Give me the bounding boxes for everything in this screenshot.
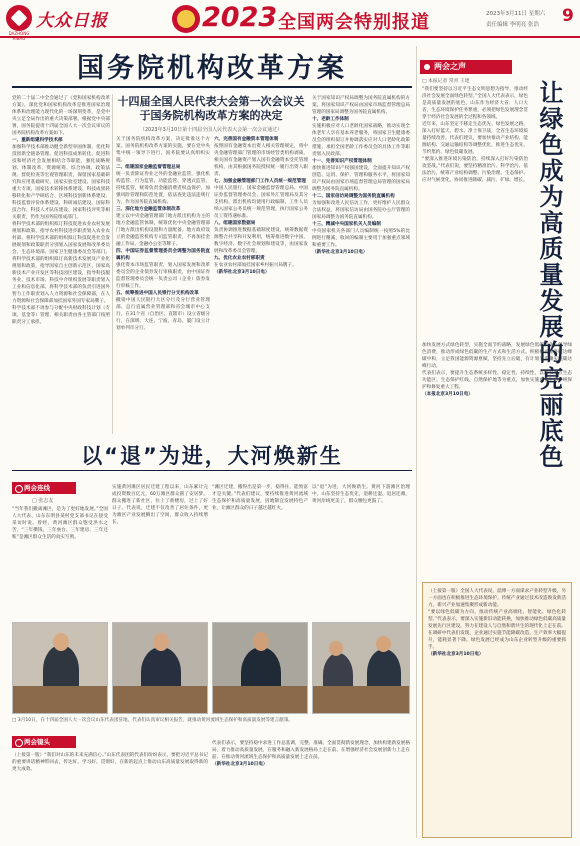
- editor-line: 责任编辑 李明亮 张浩: [486, 22, 539, 28]
- section-heading: 八、组建国家数据局: [214, 221, 256, 226]
- section-heading: 十、老龄工作体制: [312, 117, 349, 122]
- paragraph: “滩区迁建，搬得出是第一步，稳得住、能致富才是关键。”代表们建议，要持续推进黄河流域生态保护和高质量发展，因地制宜发展特色产业，让滩区群众的日子越过越红火。: [212, 485, 308, 511]
- feature-text-lower: [422, 342, 572, 578]
- paragraph: 以“退”为进，大河焕新生。黄河下游滩区治理中，山东坚持生态优先，退耕还湿、退居还滩，黄河岸线更美了，群众腰包更鼓了。: [312, 485, 410, 504]
- paragraph: “我们要坚持以习近平生态文明思想为指导，推动经济社会发展全面绿色转型。”全国人大代表表示，绿色是高质量发展的底色，山东作为经济大省、人口大省，生态环境保护任务繁重，必须把绿色发展理念贯穿于经济社会发展的全过程和各领域。: [422, 87, 528, 120]
- paragraph: 在农业农村部加挂国家乡村振兴局牌子。: [214, 263, 297, 268]
- feature-text-upper: [422, 86, 528, 336]
- dateline: （新华社北京3月10日电）: [312, 250, 368, 255]
- paragraph: 将科学技术部的组织拟订科技促进农业农村发展规划和政策、指导农村科技进步职责划入农业农村部。将科学技术部的组织拟订科技促进社会发展规划和政策职责分别划入国家发展和改革委员会、生态环境部、国家卫生健康委员会等部门。将科学技术部的组织拟订高新技术发展及产业化规划和政策，指导国家自主创新示范区、国家高新技术产业开发区等科技园区建设，指导科技服务业、技术市场、科技中介组织发展等职责划入工业和信息化部。将科学技术部的负责引进国外智力工作职责划入人力资源和社会保障部，在人力资源和社会保障部加挂国家外国专家局牌子。: [12, 222, 110, 304]
- special-title: 全国两会特别报道: [278, 12, 430, 33]
- paragraph: 建立以中央金融管理部门地方派出机构为主的地方金融监管体制，统筹优化中央金融管理部门地方派出机构设置和力量配备。地方政府设立的金融监管机构专司监管职责，不再加挂金融工作局、金融办公室等牌子。: [116, 214, 210, 247]
- news-photo-2: [112, 622, 208, 714]
- paragraph: 撤销中国人民银行大区分行及分行营业管理部、总行直属营业管理部和省会城市中心支行，在31个省（自治区、直辖市）设立省级分行，在深圳、大连、宁波、青岛、厦门设立计划单列市分行。: [116, 298, 210, 331]
- boxed-note: [422, 582, 572, 838]
- story3-col1: [12, 752, 208, 838]
- section-tag-connect: 两会连线: [12, 482, 76, 494]
- story2-col1: [12, 506, 108, 616]
- paragraph: （上接第一版）全国人大代表说，淄博一方面谋求产业转型升级，另一方面也在积极推进生态环境保护。传统产业通过技术改造焕发新活力，新兴产业加速集聚形成新动能。: [428, 589, 566, 608]
- paragraph: 负责协调推进数据基础制度建设，统筹数据资源整合共享和开发利用，统筹推进数字中国、数字经济、数字社会规划和建设等，由国家发展和改革委员会管理。: [214, 228, 308, 254]
- paragraph: 强化资本市场监管职责，划入国家发展和改革委员会的企业债券发行审核职责，由中国证券监督管理委员会统一负责公司（企业）债券发行审核工作。: [116, 263, 210, 289]
- paragraph: 关于国务院机构改革方案，决定批准这个方案。国务院机构改革方案的实施，要在党中央集中统一领导下进行，国务院要认真组织实施。: [116, 137, 210, 163]
- photo-caption: □ 3月10日，在十四届全国人大一次会议山东代表团驻地，代表们认真审议相关报告，就推动黄河流域生态保护和高质量发展等建言献策。: [12, 718, 294, 723]
- article-mid-column: [116, 136, 210, 436]
- article-mid3-column: [312, 95, 410, 435]
- paragraph: 实施积极应对人口老龄化国家战略，推动实现全体老年人享有基本养老服务，将国家卫生健康委员会的组织拟订并协调落实应对人口老龄化政策措施、承担全国老龄工作委员会的具体工作等职责划入民政部。: [312, 124, 410, 157]
- paper-name: 大众日报: [36, 11, 108, 31]
- paragraph: （上接第一版）“我们对山东的未来充满信心。”山东代表团的代表们纷纷表示，要把习近平总书记的重要讲话精神带回去，传达好、学习好、贯彻好，在新的起点上推动山东高质量发展取得新的更大成效。: [12, 753, 208, 772]
- story2-col3: [212, 484, 308, 616]
- section-heading: 一、重新组建科学技术部: [12, 138, 63, 143]
- section-tag-lens: 两会镜头: [12, 736, 76, 748]
- section-heading: 四、中国证券监督管理委员会调整为国务院直属机构: [116, 249, 210, 261]
- news-photo-4: [312, 622, 410, 714]
- section-heading: 二、组建国家金融监督管理总局: [116, 165, 181, 170]
- dateline: （新华社北京3月10日电）: [214, 270, 270, 275]
- news-photo-3: [212, 622, 308, 714]
- boxed-note-text: [428, 588, 566, 832]
- logo-subtitle: DAZHONG RIBAO: [8, 31, 30, 41]
- second-headline: 以“退”为进，大河焕新生: [81, 444, 343, 468]
- feature-headline: 让绿色成为高质量发展的亮丽底色: [535, 80, 563, 470]
- news-photo-1: [12, 622, 108, 714]
- paragraph: “当年我们撤离滩区，是为了更好地发展。”全国人大代表、山东东明县某村党支部书记在接受采访时说。曾经，黄河滩区群众饱受洪水之苦，“三年攒钱、三年垒台、三年建房、三年还账”是滩区群众生活的真实写照。: [12, 507, 108, 540]
- special-year: 2023: [202, 2, 278, 33]
- paragraph: “要以绿色低碳为方向，推动传统产业高端化、智能化、绿色化转型。”代表表示，要深入实施新旧动能转换，加快推动绿色低碳高质量发展先行区建设，努力在建设人与自然和谐共生的现代化上走在前。: [428, 610, 566, 629]
- dateline: （本报北京3月10日电）: [422, 392, 473, 397]
- paragraph: 关于国家知识产权局调整为国务院直属机构的方案。将国家知识产权局由国家市场监督管理总局管理的国家局调整为国务院直属机构。: [312, 96, 410, 115]
- section-heading: 十二、国家信访局调整为国务院直属机构: [312, 194, 395, 199]
- section-heading: 十一、完善知识产权管理体制: [312, 159, 372, 164]
- dateline: （新华社北京3月10日电）: [212, 762, 268, 767]
- paragraph: “要深入推进环境污染防治，持续深入打好污染防治攻坚战。”代表们说，要坚持精准治污、科学治污、依法治污，统筹产业结构调整、污染治理、生态保护、应对气候变化，协同推进降碳、减污、扩绿、增长。: [422, 157, 528, 183]
- paragraph: 加强科学技术部推动健全新型举国体制、优化科技创新全链条管理、促进科技成果转化、促进科技和经济社会发展相结合等职能，强化战略规划、体制改革、资源统筹、综合协调、政策法规、督促检查等宏观管理职责，保留国家基础研究和应用基础研究、国家实验室建设、国家科技重大专项、国家技术转移体系建设、科技成果转移转化和产学研结合、区域科技创新体系建设、科技监督评价体系建设、科研诚信建设、国际科技合作、科技人才队伍建设、国家科技评奖等相关职责，仍作为国务院组成部门。: [12, 145, 110, 220]
- story3-col2: [212, 740, 410, 838]
- paragraph: 近年来，山东坚定不移走生态优先、绿色发展之路，深入打好蓝天、碧水、净土保卫战，全省生态环境质量持续改善。代表们建议，要加快推动产业结构、能源结构、交通运输结构等调整优化，推进生态优先、节约集约、绿色低碳发展。: [422, 122, 528, 155]
- section-heading: 十三、精减中央国家机关人员编制: [312, 222, 381, 227]
- paragraph: 加快推进知识产权强国建设，全面提升知识产权创造、运用、保护、管理和服务水平，将国家知识产权局由国家市场监督管理总局管理的国家局调整为国务院直属机构。: [312, 166, 410, 192]
- paragraph: 代表们表示，要提升生态系统多样性、稳定性、持续性，以国家重点生态功能区、生态保护红线、自然保护地等为重点，加快实施重要生态系统保护和修复重大工程。: [422, 371, 572, 390]
- section-heading: 九、优化农业农村部职责: [214, 256, 265, 261]
- paragraph: 统一负责除证券业之外的金融业监管，强化机构监管、行为监管、功能监管、穿透式监管、持续监管，统筹负责金融消费者权益保护，加强风险管理和防范处置，依法查处违法违规行为，作为国务院直属机构。: [116, 172, 210, 205]
- section-heading: 六、完善国有金融资本管理体制: [214, 137, 279, 142]
- masthead: [0, 0, 580, 41]
- paragraph: 中央国家机关各部门人员编制统一按照5%的比例进行精减，收回的编制主要用于加强重点领域和重要工作。: [312, 229, 410, 248]
- paragraph: 加快发展方式绿色转型，实施全面节约战略，发展绿色低碳产业，倡导绿色消费，推动形成绿色低碳的生产方式和生活方式。积极稳妥推进碳达峰碳中和，立足我国能源资源禀赋，坚持先立后破，有计划分步骤实施碳达峰行动。: [422, 343, 572, 369]
- page-number: 9: [562, 6, 574, 26]
- story2-col2: [112, 484, 208, 616]
- main-headline: 国务院机构改革方案: [77, 53, 347, 84]
- paragraph: 党的二十届二中全会通过了《党和国家机构改革方案》。深化党和国家机构改革是推进国家治理体系和治理能力现代化的一场深刻变革，是党中央立足全局作出的重大决策部署。根据党中央部署，国务院提请十四届全国人大一次会议审议的国务院机构改革方案如下。: [12, 96, 110, 136]
- decision-title: 十四届全国人民代表大会第一次会议关于国务院机构改革方案的决定: [117, 95, 305, 122]
- paragraph: 在调研中代表们发现，企业通过实施节能降碳改造，生产效率大幅提升，能耗显著下降。绿色发展已经成为山东企业转型升级的重要抓手。: [428, 631, 566, 650]
- issue-date: 2023年3月11日 星期六: [486, 11, 546, 17]
- reporter-line: □ 本报记者 常青 王建: [422, 79, 470, 84]
- newspaper-logo-icon: [6, 5, 32, 31]
- column-divider: [416, 46, 417, 838]
- byline: □ 张志友: [32, 498, 54, 504]
- paragraph: 科学技术部不再参与分配中央财政科技计划（专项、基金等）管理，相关职责由各主管部门按照职责分工承担。: [12, 306, 110, 325]
- paragraph: 为加强和改进人民信访工作，更好维护人民群众合法权益，将国家信访局由国务院办公厅管理的国家局调整为国务院直属机构。: [312, 201, 410, 220]
- article-mid2-column: [214, 136, 308, 436]
- decision-subtitle: （2023年3月10日第十四届全国人民代表大会第一次会议通过）: [139, 127, 283, 133]
- article-left-column: [12, 95, 110, 435]
- paragraph: 代表们表示，要坚持稳中求进工作总基调，完整、准确、全面贯彻新发展理念，加快构建新发展格局，着力推动高质量发展，在服务和融入新发展格局上走在前、在增强经济社会发展创新力上走在前、在推动黄河流域生态保护和高质量发展上走在前。: [212, 741, 410, 760]
- paragraph: 中国人民银行、国家金融监督管理总局、中国证券监督管理委员会、国家外汇管理局及其分支机构、派出机构均使用行政编制，工作人员纳入国家公务员统一规范管理，执行国家公务员工资待遇标准。: [214, 186, 308, 219]
- divider: [12, 86, 412, 88]
- paragraph: 按照国有金融资本出资人相关管理规定，将中央金融管理部门管理的市场经营类机构剥离，相关国有金融资产划入国有金融资本受托管理机构，由其根据国务院授权统一履行出资人职责。: [214, 144, 308, 177]
- paragraph: 实施黄河滩区居民迁建工程以来，山东累计完成投资数百亿元，60万滩区群众圆了安居梦。群众搬进了新社区，住上了新楼房，过上了好日子。代表说，迁建不仅改善了居住条件，更为滩区产业发展腾出了空间，群众收入持续增长。: [112, 485, 208, 525]
- column-divider: [112, 94, 113, 434]
- section-tag-voices: 两会之声: [420, 60, 512, 74]
- national-emblem-icon: [172, 5, 200, 33]
- section-heading: 三、深化地方金融监管体制改革: [116, 207, 181, 212]
- story2-col4: [312, 484, 410, 616]
- dateline: （新华社北京3月10日电）: [428, 652, 484, 657]
- section-heading: 七、加强金融管理部门工作人员统一规范管理: [214, 179, 306, 184]
- section-heading: 五、统筹推进中国人民银行分支机构改革: [116, 291, 199, 296]
- divider: [12, 470, 412, 471]
